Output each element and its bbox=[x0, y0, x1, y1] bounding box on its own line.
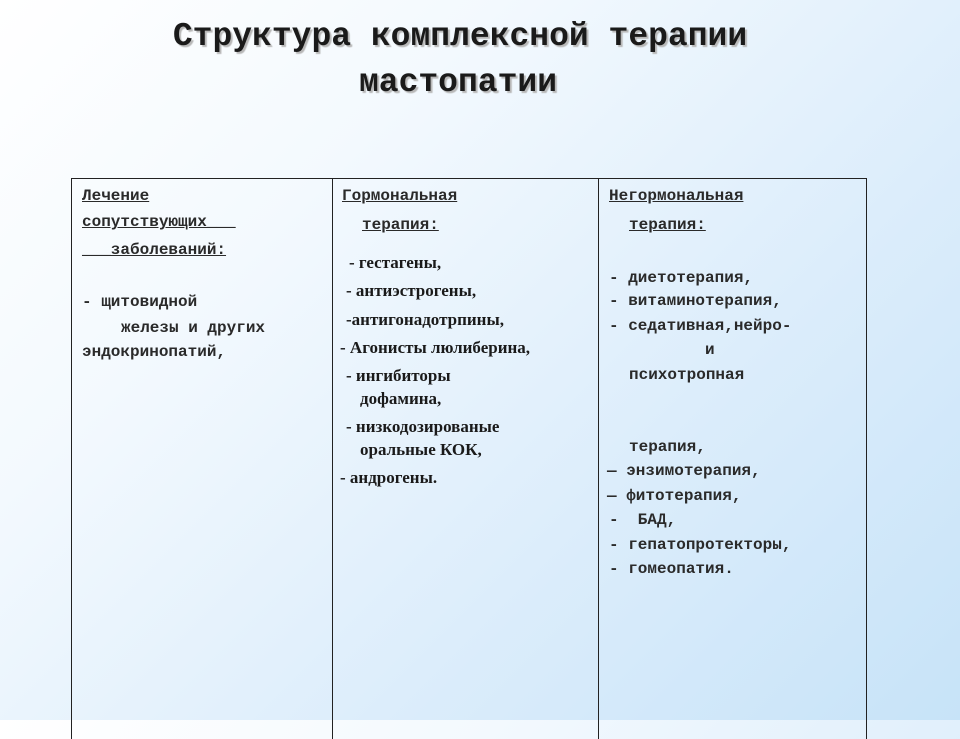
column-header-line: ___заболеваний: bbox=[82, 241, 227, 259]
list-item: -антигонадотрпины, bbox=[346, 310, 504, 329]
list-item: и bbox=[705, 341, 715, 359]
list-item: дофамина, bbox=[360, 389, 442, 408]
list-item: - диетотерапия, bbox=[609, 269, 754, 287]
list-item: железы и других bbox=[121, 319, 266, 337]
list-item: - БАД, bbox=[609, 511, 677, 529]
list-item: - гомеопатия. bbox=[609, 560, 734, 578]
column-header-line: терапия: bbox=[629, 216, 706, 234]
list-item: — фитотерапия, bbox=[607, 487, 742, 505]
list-item: терапия, bbox=[629, 438, 706, 456]
page-title-line-1: Структура комплексной терапии bbox=[172, 18, 748, 55]
list-item: оральные КОК, bbox=[360, 440, 482, 459]
page-title-line-2: мастопатии bbox=[358, 64, 558, 101]
column-header-line: терапия: bbox=[362, 216, 439, 234]
list-item: психотропная bbox=[629, 366, 745, 384]
list-item: - гепатопротекторы, bbox=[609, 536, 792, 554]
list-item: - седативная,нейро- bbox=[609, 317, 792, 335]
column-nonhormonal-therapy bbox=[599, 179, 866, 739]
list-item: - ингибиторы bbox=[346, 366, 451, 385]
column-header-line: сопутствующих___ bbox=[82, 213, 236, 231]
list-item: - щитовидной bbox=[82, 293, 198, 311]
therapy-structure-table bbox=[71, 178, 867, 739]
list-item: - витаминотерапия, bbox=[609, 292, 782, 310]
column-concomitant-diseases bbox=[72, 179, 333, 739]
list-item: эндокринопатий, bbox=[82, 343, 227, 361]
column-header-line: Лечение bbox=[82, 187, 150, 205]
list-item: - андрогены. bbox=[340, 468, 438, 487]
column-hormonal-therapy bbox=[333, 179, 599, 739]
list-item: - гестагены, bbox=[349, 253, 442, 272]
list-item: - антиэстрогены, bbox=[346, 281, 477, 300]
list-item: — энзимотерапия, bbox=[607, 462, 761, 480]
list-item: - Агонисты люлиберина, bbox=[340, 338, 531, 357]
column-header-line: Негормональная bbox=[609, 187, 744, 205]
list-item: - низкодозированые bbox=[346, 417, 500, 436]
column-header-line: Гормональная bbox=[342, 187, 458, 205]
